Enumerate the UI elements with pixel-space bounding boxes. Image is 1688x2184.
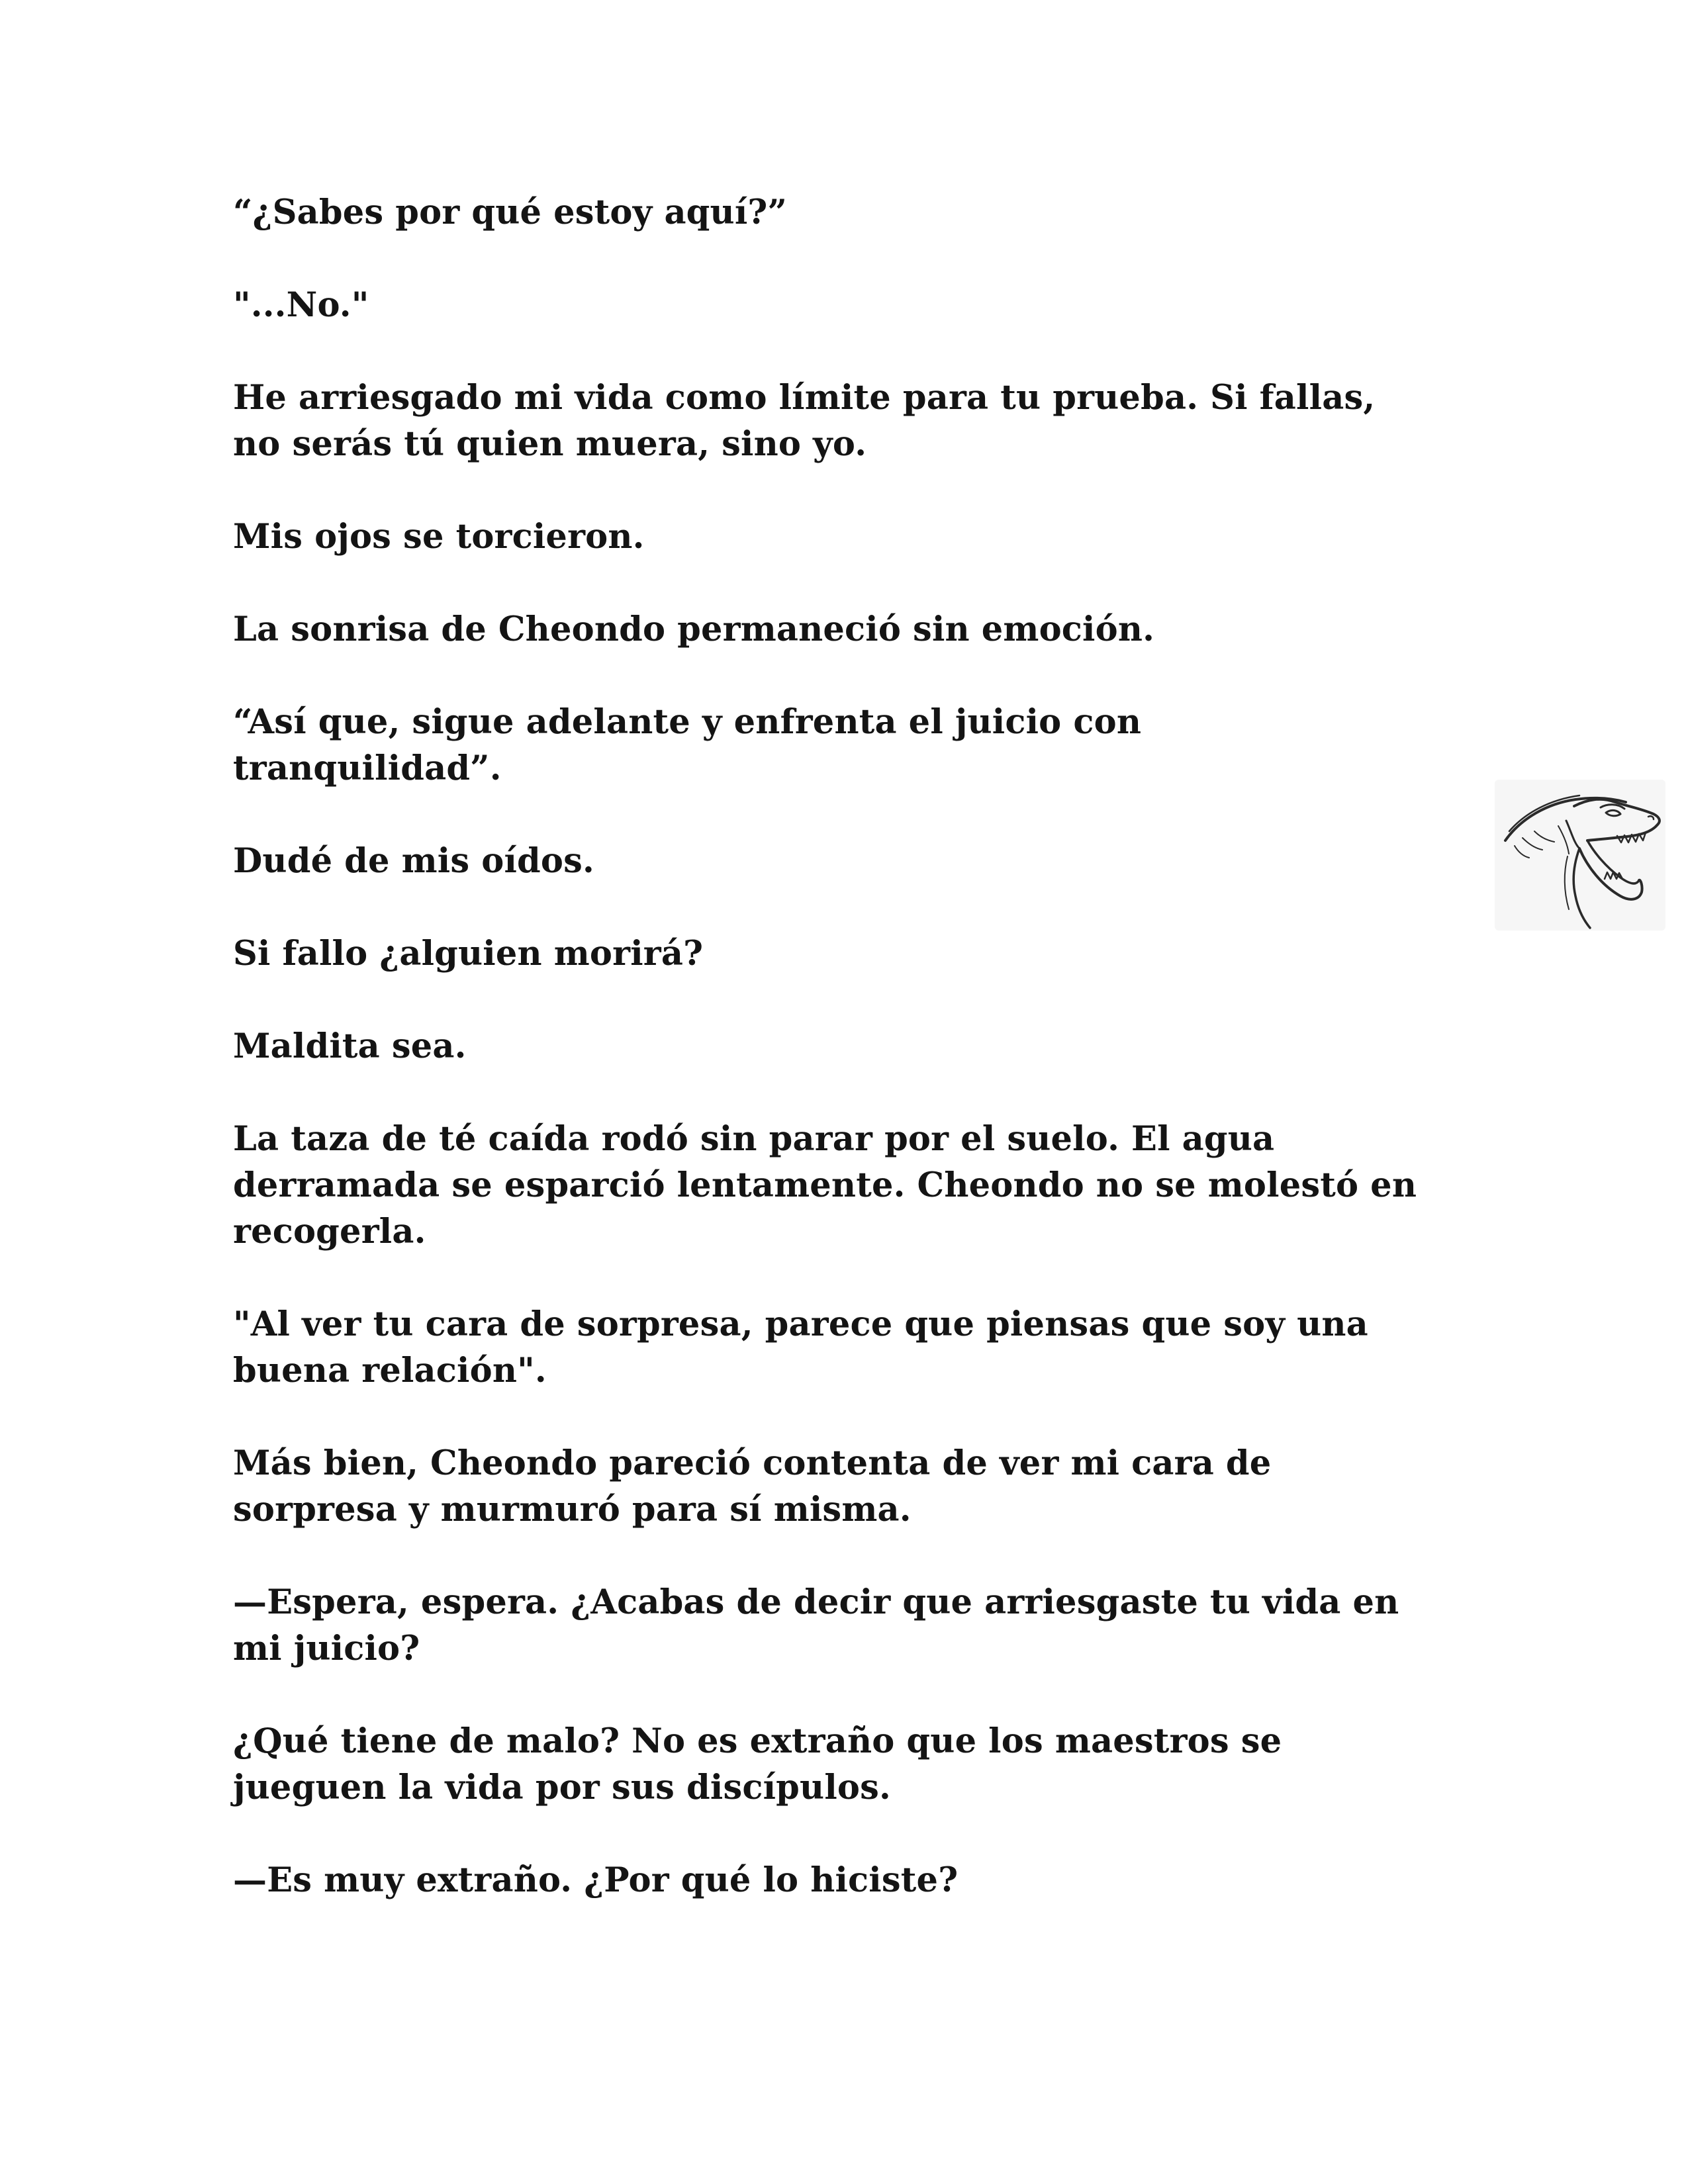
paragraph xyxy=(233,606,1464,653)
paragraph xyxy=(233,1116,1464,1255)
paragraph xyxy=(233,838,1464,884)
text-line: —Es muy extraño. ¿Por qué lo hiciste? xyxy=(233,1860,959,1900)
dinosaur-head-icon xyxy=(1495,780,1665,931)
text-line: Dudé de mis oídos. xyxy=(233,841,594,881)
text-line: Si fallo ¿alguien morirá? xyxy=(233,934,704,974)
text-line: “Así que, sigue adelante y enfrenta el juicio con xyxy=(233,702,1142,742)
text-line: La sonrisa de Cheondo permaneció sin emoción. xyxy=(233,610,1155,649)
paragraph xyxy=(233,514,1464,560)
paragraph xyxy=(233,1023,1464,1069)
paragraph xyxy=(233,375,1464,467)
text-line: buena relación". xyxy=(233,1351,547,1390)
paragraph xyxy=(233,282,1464,328)
text-line: jueguen la vida por sus discípulos. xyxy=(233,1768,891,1807)
text-line: "...No." xyxy=(233,285,369,325)
paragraph xyxy=(233,1857,1464,1903)
text-line: derramada se esparció lentamente. Cheondo no se molestó en xyxy=(233,1165,1417,1205)
text-line: sorpresa y murmuró para sí misma. xyxy=(233,1490,912,1529)
text-line: Más bien, Cheondo pareció contenta de ver mi cara de xyxy=(233,1443,1272,1483)
text-line: "Al ver tu cara de sorpresa, parece que piensas que soy una xyxy=(233,1304,1368,1344)
text-line: He arriesgado mi vida como límite para tu prueba. Si fallas, xyxy=(233,378,1376,418)
text-line: Maldita sea. xyxy=(233,1026,467,1066)
paragraph xyxy=(233,1579,1464,1672)
text-line: mi juicio? xyxy=(233,1629,420,1668)
text-line: “¿Sabes por qué estoy aquí?” xyxy=(233,193,788,232)
paragraph xyxy=(233,1440,1464,1533)
text-line: Mis ojos se torcieron. xyxy=(233,517,645,557)
text-line: La taza de té caída rodó sin parar por el suelo. El agua xyxy=(233,1119,1275,1159)
text-line: —Espera, espera. ¿Acabas de decir que arriesgaste tu vida en xyxy=(233,1582,1399,1622)
text-line: ¿Qué tiene de malo? No es extraño que los maestros se xyxy=(233,1721,1282,1761)
story-text xyxy=(233,189,1464,1950)
paragraph xyxy=(233,189,1464,236)
text-line: recogerla. xyxy=(233,1212,426,1251)
paragraph xyxy=(233,1718,1464,1811)
text-line: no serás tú quien muera, sino yo. xyxy=(233,424,867,464)
paragraph xyxy=(233,1301,1464,1394)
text-line: tranquilidad”. xyxy=(233,749,502,788)
paragraph xyxy=(233,931,1464,977)
paragraph xyxy=(233,699,1464,792)
